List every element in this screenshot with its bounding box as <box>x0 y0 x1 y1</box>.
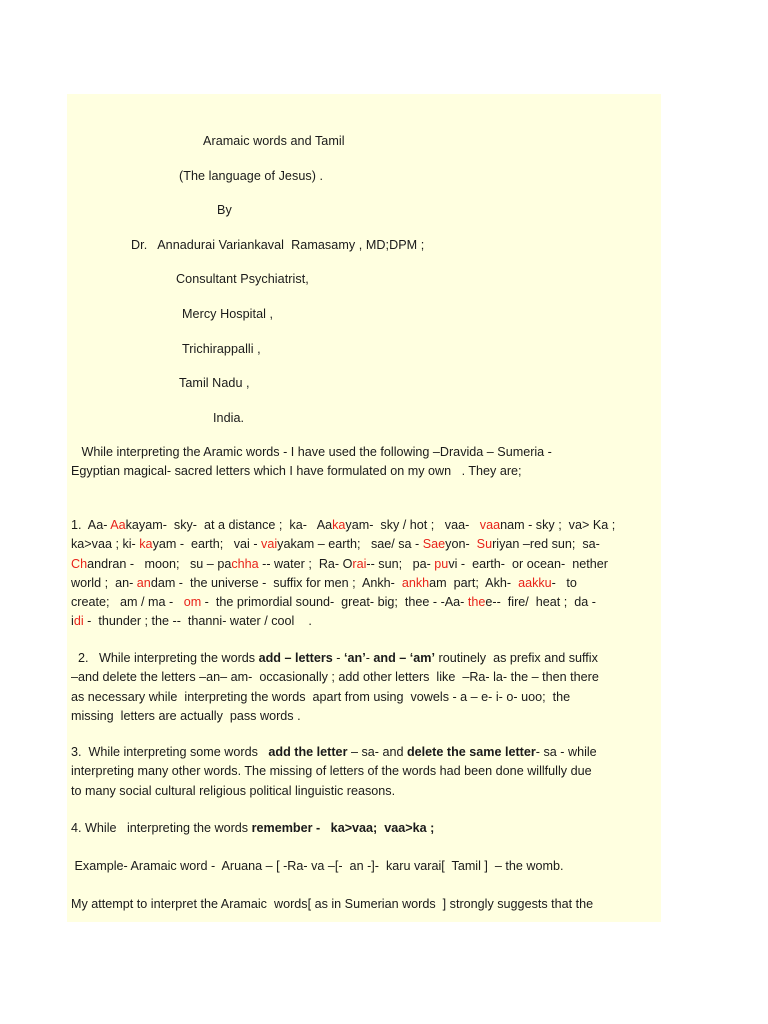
item-1-line: create; am / ma - om - the primordial sound- great- big; thee - -Aa- thee-- fire/ heat ; da - <box>71 595 596 610</box>
item-1-line: 1. Aa- Aakayam- sky- at a distance ; ka- Aakayam- sky / hot ; vaa- vaanam - sky ; va> Ka ; <box>71 518 616 532</box>
doc-title: Aramaic words and Tamil <box>203 134 345 148</box>
item-1-line: world ; an- andam - the universe - suffix for men ; Ankh- ankham part; Akh- aakku- to <box>71 575 577 590</box>
author-country: India. <box>213 411 245 425</box>
example-paragraph <box>71 857 659 876</box>
author-role: Consultant Psychiatrist, <box>176 272 309 286</box>
item-2-paragraph <box>71 649 659 726</box>
closing-line: My attempt to interpret the Aramaic words[ as in Sumerian words ] strongly suggests that the <box>71 897 594 911</box>
author-city: Trichirappalli , <box>182 342 261 356</box>
item-2-line: 2. While interpreting the words add – letters - ‘an’- and – ‘am’ routinely as prefix and suffix <box>71 651 598 665</box>
item-1-paragraph <box>71 516 659 632</box>
item-1-line: idi - thunder ; the -- thanni- water / cool . <box>71 614 312 629</box>
item-1-line: ka>vaa ; ki- kayam - earth; vai - vaiyakam – earth; sae/ sa - Saeyon- Suriyan –red sun; sa- <box>71 537 600 552</box>
item-2-line: missing letters are actually pass words . <box>71 708 301 723</box>
intro-line: Egyptian magical- sacred letters which I have formulated on my own . They are; <box>71 464 522 479</box>
author-hospital: Mercy Hospital , <box>182 307 274 321</box>
doc-subtitle: (The language of Jesus) . <box>179 169 324 183</box>
closing-paragraph <box>71 895 659 914</box>
document-page <box>67 94 661 922</box>
intro-paragraph <box>71 443 659 482</box>
item-3-line: 3. While interpreting some words add the letter – sa- and delete the same letter- sa - while <box>71 745 597 759</box>
item-2-line: as necessary while interpreting the words apart from using vowels - a – e- i- o- uoo; the <box>71 689 571 704</box>
byline: By <box>217 203 232 217</box>
item-3-line: to many social cultural religious political linguistic reasons. <box>71 783 396 798</box>
item-2-line: –and delete the letters –an– am- occasionally ; add other letters like –Ra- la- the – then there <box>71 670 599 685</box>
item-1-line: Chandran - moon; su – pachha -- water ; Ra- Orai-- sun; pa- puvi - earth- or ocean- nether <box>71 556 608 571</box>
author-name: Dr. Annadurai Variankaval Ramasamy , MD;DPM ; <box>131 238 425 252</box>
item-4-paragraph <box>71 819 659 838</box>
example-line: Example- Aramaic word - Aruana – [ -Ra- va –[- an -]- karu varai[ Tamil ] – the womb. <box>71 859 564 873</box>
item-4-line: 4. While interpreting the words remember - ka>vaa; vaa>ka ; <box>71 821 435 835</box>
author-state: Tamil Nadu , <box>179 376 250 390</box>
intro-line: While interpreting the Aramic words - I have used the following –Dravida – Sumeria - <box>71 445 552 459</box>
item-3-paragraph <box>71 743 659 801</box>
item-3-line: interpreting many other words. The missing of letters of the words had been done willfully due <box>71 764 592 779</box>
